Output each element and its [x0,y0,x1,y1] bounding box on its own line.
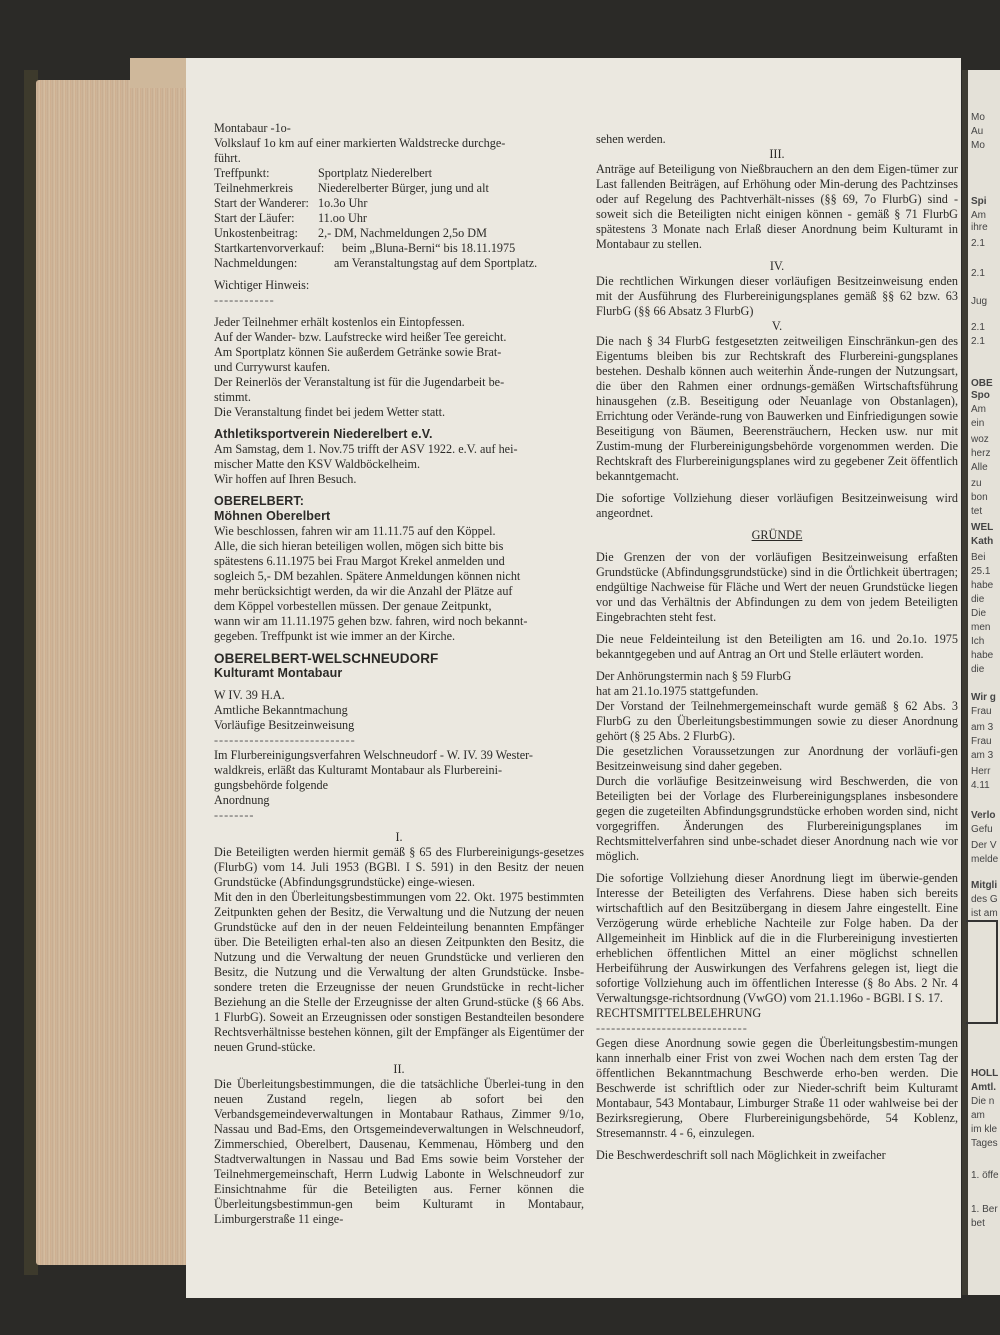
fragment: tet [971,506,983,517]
fragment: 1. Ber [971,1204,998,1215]
fragment: die [971,664,985,675]
fragment: Mo [971,112,985,123]
athletik-line: mischer Matte den KSV Waldböckelheim. [214,457,421,471]
rmb-separator: ------------------------------ [596,1021,748,1035]
paragraph: Die Grenzen der von der vorläufigen Besitzeinweisung erfaßten Grundstücke (Abfindungsgrundstücke) sind in die Örtlichkeit übertragen; endgültige Nachweise für Fläche und Wert der neuen Grundstücke liegen vor und das Verhältnis der Abfindungen zu dem von jedem Beteiligten Eingebrachten steht fest. [596,550,958,624]
fragment: Frau [971,736,992,747]
detail-value: beim „Bluna-Berni“ bis 18.11.1975 [342,241,516,255]
oberelbert-heading: OBERELBERT: [214,494,304,508]
detail-value: am Veranstaltungstag auf dem Sportplatz. [334,256,538,270]
intro-line: waldkreis, erläßt das Kulturamt Montabaur als Flurbereini- [214,763,503,777]
moehnen-line: wann wir am 11.11.1975 gehen bzw. fahren, wird noch bekannt- [214,614,528,628]
detail-value: Sportplatz Niederelbert [318,166,433,180]
intro-line: Anordnung [214,793,270,807]
fragment: die [971,594,985,605]
next-page-box-rule [966,920,998,1024]
paragraph: Anträge auf Beteiligung von Nießbrauchern an den dem Eigen-tümer zur Last fallenden Beiträgen, auf Erhöhung oder Min-derung des Pachtzinses oder auf Regelung des Pachtverhält-nisses (§§ 69, 7o FlurbG) sind - soweit sich die Beteiligten nicht einigen können - gemäß § 71 FlurbG spätestens 3 Monate nach Erlaß dieser Anordnung beim Kulturamt in Montabaur zu stellen. [596,162,958,251]
next-page-sliver [962,70,1000,1295]
kulturamt-heading: Kulturamt Montabaur [214,666,343,680]
detail-row [214,211,584,226]
moehnen-line: gegeben. Treffpunkt ist wie immer an der Kirche. [214,629,456,643]
welsch-heading: OBERELBERT-WELSCHNEUDORF [214,651,439,666]
fragment: Der V [971,840,997,851]
intro-line: Im Flurbereinigungsverfahren Welschneudorf - W. IV. 39 Wester- [214,748,533,762]
ref-line: Amtliche Bekanntmachung [214,703,348,717]
fragment: des G [971,894,998,905]
fragment: Wir g [971,692,996,703]
fragment: men [971,622,991,633]
fragment: woz [971,434,989,445]
hint-line: Am Sportplatz können Sie außerdem Getränke sowie Brat- [214,345,502,359]
detail-value: 11.oo Uhr [318,211,367,225]
fragment: bon [971,492,988,503]
paragraph: Der Vorstand der Teilnehmergemeinschaft wurde gemäß § 62 Abs. 3 FlurbG zu den Überleitungsbestimmungen sowie zu dieser Anordnung gehört (§ 25 Abs. 2 FlurbG). [596,699,958,743]
fragment: habe [971,650,994,661]
hint-line: Jeder Teilnehmer erhält kostenlos ein Eintopfessen. [214,315,465,329]
fragment: 4.11 [971,780,990,791]
fragment: Gefu [971,824,993,835]
fragment: OBE [971,378,993,389]
intro-separator: -------- [214,808,255,822]
fragment: Jug [971,296,988,307]
fragment: 2.1 [971,268,985,279]
fragment: Amtl. [971,1082,996,1093]
section-number: III. [769,147,785,161]
header-line: Montabaur -1o- [214,121,291,135]
fragment: Spo [971,390,990,401]
fragment: melde [971,854,999,865]
paragraph: Die nach § 34 FlurbG festgesetzten zeitweiligen Einschränkun-gen des Eigentums bleiben bis zur Rechtskraft des Flurbereini-gungsplanes bestehen. Deshalb können auch weiterhin Ände-rungen der Nutzungsart, die über den Rahmen einer ordnungs-gemäßen Wirtschaftsführung hinausgehen (z.B. Beseitigung oder Neuanlage von Obstanlagen), Errichtung oder Verände-rung von Bauwerken und Einfriedigungen sowie Beseitigung von Bäumen, Beerensträuchern, Hecken usw. nur mit Zustim-mung der Flurbereinigungsbehörde vorgenommen werden. Die Rechtskraft des Flurbereinigungsplanes wird zu gegebener Zeit öffentlich bekanntgemacht. [596,334,958,483]
detail-value: 2,- DM, Nachmeldungen 2,5o DM [318,226,487,240]
detail-key: Nachmeldungen: [214,256,298,270]
detail-value: Niederelberter Bürger, jung und alt [318,181,489,195]
section-number: IV. [769,259,785,273]
fragment: ihre [971,222,988,233]
fragment: am [971,1110,985,1121]
section-number: V. [771,319,783,333]
ref-separator: ---------------------------- [214,733,356,747]
fragment: 2.1 [971,238,985,249]
detail-key: Start der Läufer: [214,211,295,225]
moehnen-line: Wie beschlossen, fahren wir am 11.11.75 auf den Köppel. [214,524,496,538]
fragment: Ich [971,636,985,647]
fragment: am 3 [971,722,994,733]
fragment: Frau [971,706,992,717]
detail-row [214,226,584,241]
fragment: Am [971,404,986,415]
hint-line: Auf der Wander- bzw. Laufstrecke wird heißer Tee gereicht. [214,330,507,344]
athletik-line: Am Samstag, dem 1. Nov.75 trifft der ASV 1922. e.V. auf hei- [214,442,518,456]
athletik-heading: Athletiksportverein Niederelbert e.V. [214,427,433,441]
paragraph: Die rechtlichen Wirkungen dieser vorläufigen Besitzeinweisung enden mit der Ausführung des Flurbereinigungsplanes gemäß §§ 62 bzw. 63 FlurbG (§§ 66 Absatz 3 FlurbG) [596,274,958,318]
athletik-line: Wir hoffen auf Ihren Besuch. [214,472,357,486]
hint-line: Die Veranstaltung findet bei jedem Wetter statt. [214,405,446,419]
paragraph: hat am 21.1o.1975 stattgefunden. [596,684,759,698]
paragraph: Die sofortige Vollziehung dieser Anordnung liegt im überwie-genden Interesse der Beteiligten des Verfahrens. Diese haben sich bereits wirtschaftlich auf den Besitzübergang in diesem Jahre eingestellt. Eine Verzögerung würde erhebliche Nachteile zur Folge haben. Da der Allgemeinheit im Hinblick auf die in die Flurbereinigung investierten erheblichen öffentlichen Mittel an einer möglichst schnellen Herbeiführung der Auswirkungen des Verfahrens gelegen ist, liegt die sofortige Vollziehung auch im öffentlichen Interesse (§ 8o Abs. 2 Nr. 4 Verwaltungsge-richtsordnung (VwGO) vom 21.1.196o - BGBl. I S. 17. [596,871,958,1005]
detail-key: Unkostenbeitrag: [214,226,298,240]
paragraph: Durch die vorläufige Besitzeinweisung wird Beschwerden, die von Beteiligten bei der Vorlage des Flurbereinigungsplanes insbesondere gegen die zugeteilten Abfindungsgrundstücke erhoben worden sind, nicht vorgegriffen. Änderungen des Flurbereinigungsplanes im Rechtsmittelverfahren sind unbe-schadet dieser Anordnung nach wie vor möglich. [596,774,958,863]
detail-key: Treffpunkt: [214,166,270,180]
header-line: Volkslauf 1o km auf einer markierten Waldstrecke durchge- [214,136,506,150]
moehnen-line: dem Köppel vorbestellen müssen. Der genaue Zeitpunkt, [214,599,492,613]
section-number: II. [393,1062,405,1076]
fragment: zu [971,478,982,489]
paragraph: Die sofortige Vollziehung dieser vorläufigen Besitzeinweisung wird angeordnet. [596,491,958,520]
intro-line: gungsbehörde folgende [214,778,329,792]
fragment: Kath [971,536,994,547]
fragment: Die n [971,1096,995,1107]
fragment: Am [971,210,986,221]
detail-row [214,256,584,271]
rmb-heading: RECHTSMITTELBELEHRUNG [596,1006,762,1020]
fragment: 2.1 [971,336,985,347]
paragraph: Die neue Feldeinteilung ist den Beteiligten am 16. und 2o.1o. 1975 bekanntgegeben und auf Antrag an Ort und Stelle erläutert worden. [596,632,958,661]
fragment: 1. öffe [971,1170,999,1181]
fragment: Mo [971,140,985,151]
detail-row [214,196,584,211]
paragraph: Die Beschwerdeschrift soll nach Möglichkeit in zweifacher [596,1148,886,1162]
fragment: ein [971,418,985,429]
fragment: Tages [971,1138,998,1149]
hint-title: Wichtiger Hinweis: [214,278,310,292]
paragraph: Die Überleitungsbestimmungen, die die tatsächliche Überlei-tung in den neuen Zustand regeln, liegen ab sofort bei den Verbandsgemeindeverwaltungen in Montabaur Rathaus, Zimmer 9/1o, Nassau und Bad-Ems, den Ortsgemeindeverwaltungen in Welschneudorf, Zimmerschied, Oberelbert, Dausenau, Kemmenau, Hömberg und den Stadtverwaltungen in Nassau und Bad Ems sowie beim Vorsteher der Teilnehmergemeinschaft, Herrn Ludwig Labonte in Welschneudorf zur Einsichtnahme für die Beteiligten aus. Ferner können die Überleitungsbestimmun-gen beim Kulturamt in Montabaur, Limburgerstraße 11 einge- [214,1077,584,1226]
ref-line: W IV. 39 H.A. [214,688,285,702]
fragment: Spi [971,196,987,207]
moehnen-line: sogleich 5,- DM bezahlen. Spätere Anmeldungen können nicht [214,569,521,583]
fragment: Mitgli [971,880,998,891]
detail-value: 1o.3o Uhr [318,196,368,210]
fragment: im kle [971,1124,998,1135]
fragment: WEL [971,522,994,533]
fragment: habe [971,580,994,591]
moehnen-line: mehr berücksichtigt werden, da wir die Anzahl der Plätze auf [214,584,513,598]
fragment: Die [971,608,987,619]
detail-key: Startkartenvorverkauf: [214,241,325,255]
fragment: herz [971,448,991,459]
detail-key: Teilnehmerkreis [214,181,294,195]
page-edges [36,80,188,1265]
gruende-heading: GRÜNDE [751,528,803,542]
section-number: I. [395,830,403,844]
ref-line: Vorläufige Besitzeinweisung [214,718,355,732]
fragment: Bei [971,552,986,563]
fragment: 25.1 [971,566,991,577]
right-column [596,132,958,1163]
fragment: am 3 [971,750,994,761]
paragraph: Gegen diese Anordnung sowie gegen die Überleitungsbestim-mungen kann innerhalb einer Frist von zwei Wochen nach dem ersten Tag der öffentlichen Bekanntmachung Beschwerde erho-ben werden. Die Beschwerde ist schriftlich oder zur Nieder-schrift beim Kulturamt Montabaur, 543 Montabaur, Limburger Straße 11 oder wahlweise bei der Bezirksregierung, Obere Flurbereinigungsbehörde, 54 Koblenz, Stresemannstr. 4 - 6, einzulegen. [596,1036,958,1140]
detail-row [214,166,584,181]
hint-line: und Currywurst kaufen. [214,360,331,374]
paragraph: Die Beteiligten werden hiermit gemäß § 65 des Flurbereinigungs-gesetzes (FlurbG) vom 14. Juli 1953 (BGBl. I S. 591) in den Besitz der neuen Grundstücke (Abfindungsgrundstücke) einge-wiesen. [214,845,584,889]
hint-line: stimmt. [214,390,251,404]
fragment: 2.1 [971,322,985,333]
fragment: bet [971,1218,985,1229]
fragment: Au [971,126,984,137]
detail-key: Start der Wanderer: [214,196,309,210]
fragment: HOLL [971,1068,999,1079]
header-line: führt. [214,151,241,165]
fragment: Herr [971,766,991,777]
fragment: Verlo [971,810,996,821]
paragraph: Der Anhörungstermin nach § 59 FlurbG [596,669,792,683]
fragment: Alle [971,462,988,473]
fragment: ist am [971,908,998,919]
paragraph: Mit den in den Überleitungsbestimmungen vom 22. Okt. 1975 bestimmten Zeitpunkten gehen der Besitz, die Verwaltung und die Nutzung der neuen Grundstücke auf den in der neuen Feldeinteilung benannten Empfänger über. Die Beteiligten erhal-ten also an diesen Zeitpunkten den Besitz, die Nutzung und die Verwaltung der neuen Grundstücke und verlieren den Besitz, die Nutzung und die Verwaltung der alten Grundstücke. Insbe-sondere treten die Erzeugnisse der neuen Grundstücke in recht-licher Beziehung an die Stelle der Erzeugnisse der alten Grund-stücke (§ 66 Abs. 1 FlurbG). Soweit an Erzeugnissen oder sonstigen Bestandteilen besondere Rechtsverhältnisse bestehen können, gilt der Empfänger als Eigentümer der neuen Grund-stücke. [214,890,584,1054]
detail-row [214,181,584,196]
paragraph: Die gesetzlichen Voraussetzungen zur Anordnung der vorläufi-gen Besitzeinweisung sind daher gegeben. [596,744,958,773]
left-column [214,121,584,1227]
moehnen-line: spätestens 6.11.1975 bei Frau Margot Krekel anmelden und [214,554,505,568]
moehnen-line: Alle, die sich hieran beteiligen wollen, mögen sich bitte bis [214,539,504,553]
hint-separator: ------------ [214,293,275,307]
moehnen-heading: Möhnen Oberelbert [214,509,331,523]
hint-line: Der Reinerlös der Veranstaltung ist für die Jugendarbeit be- [214,375,505,389]
detail-row [214,241,584,256]
continuation-line: sehen werden. [596,132,666,146]
